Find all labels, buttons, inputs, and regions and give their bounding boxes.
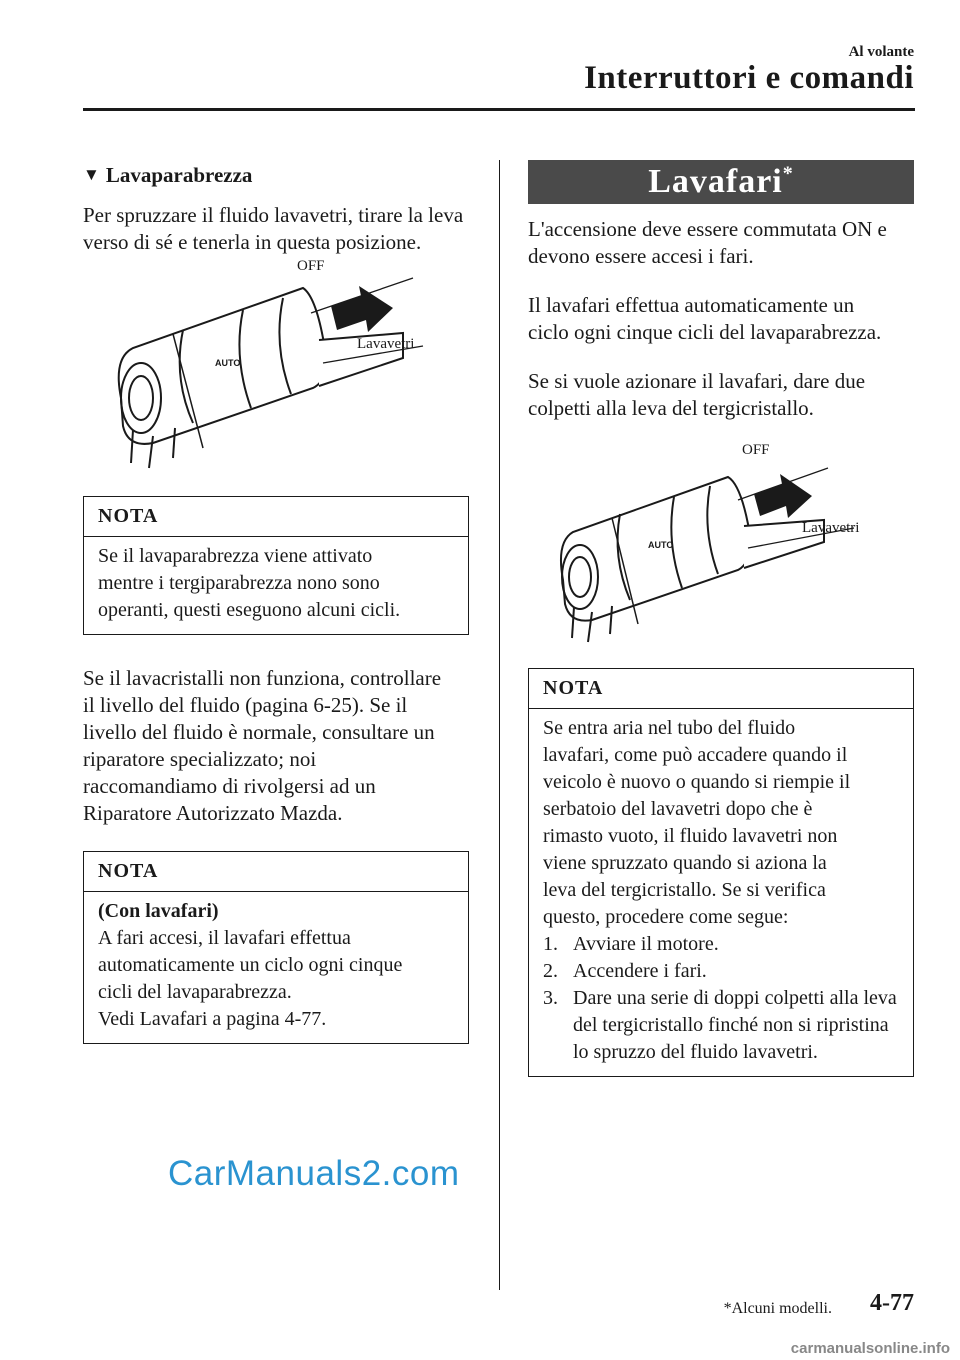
subheading-washer [83,160,469,190]
section-banner [528,160,914,204]
left-column [83,160,469,1044]
note-line: automaticamente un ciclo ogni cinque [98,954,403,976]
step-number: 3. [543,987,558,1009]
label-off: OFF [297,258,325,274]
right-column [528,160,914,1077]
column-divider [499,160,500,1290]
note-line: operanti, questi eseguono alcuni cicli. [98,599,401,621]
note-title: NOTA [84,497,468,537]
lever-illustration [83,258,469,488]
step-text: Dare una serie di doppi colpetti alla leva del tergicristallo finché non si ripristina lo spruzzo del fluido lavavetri. [573,987,897,1063]
fluid-level-paragraph [83,665,469,827]
note-title: NOTA [529,669,913,709]
para-line: Il lavafari effettua automaticamente un [528,293,855,317]
note-line: mentre i tergiparabrezza nono sono [98,572,380,594]
para-line: il livello del fluido (pagina 6-25). Se il [83,693,408,717]
step-number: 2. [543,960,558,982]
step-number: 1. [543,933,558,955]
banner-title: Lavafari [648,163,783,200]
headlight-paragraph-1 [528,216,914,270]
site-watermark: carmanualsonline.info [790,1340,950,1357]
step-text: Accendere i fari. [573,960,707,982]
note-line: serbatoio del lavavetri dopo che è [543,798,813,820]
note-body [84,892,468,1043]
dial-auto-label: AUTO [648,540,674,550]
wiper-lever-diagram-2 [528,442,914,662]
headlight-paragraph-2 [528,292,914,346]
chapter-title: Interruttori e comandi [584,60,914,96]
para-line: L'accensione deve essere commutata ON e [528,217,887,241]
subheading-text: Lavaparabrezza [105,163,253,187]
note-line: leva del tergicristallo. Se si verifica [543,879,826,901]
note-line: viene spruzzato quando si aziona la [543,852,827,874]
para-line: Se si vuole azionare il lavafari, dare due [528,369,866,393]
note-box-1 [83,496,469,635]
headlight-paragraph-3 [528,368,914,422]
note-line: Se entra aria nel tubo del fluido [543,717,796,739]
banner-asterisk: * [782,162,794,185]
step-item [543,931,899,958]
note-subtitle: (Con lavafari) [98,900,219,922]
para-line: livello del fluido è normale, consultare un [83,720,435,744]
label-washer: Lavavetri [802,520,860,536]
note-body [84,537,468,634]
section-label: Al volante [848,44,914,60]
note-box-3 [528,668,914,1077]
para-line: devono essere accesi i fari. [528,244,754,268]
para-line: riparatore specializzato; noi [83,747,317,771]
note-line: questo, procedere come segue: [543,906,789,928]
note-line: veicolo è nuovo o quando si riempie il [543,771,851,793]
washer-intro: Per spruzzare il fluido lavavetri, tirare la leva verso di sé e tenerla in questa posizione. [83,203,464,254]
note-line: rimasto vuoto, il fluido lavavetri non [543,825,838,847]
note-line: A fari accesi, il lavafari effettua [98,927,351,949]
wiper-lever-diagram [83,258,469,488]
note-line: Vedi Lavafari a pagina 4-77. [98,1008,327,1030]
step-item [543,958,899,985]
triangle-bullet-icon: ▼ [83,165,100,184]
para-line: Riparatore Autorizzato Mazda. [83,801,343,825]
footer-note: *Alcuni modelli. [723,1300,832,1317]
note-line: lavafari, come può accadere quando il [543,744,848,766]
note-body [529,709,913,1076]
para-line: ciclo ogni cinque cicli del lavaparabrezza. [528,320,882,344]
lever-illustration [528,442,914,662]
label-washer: Lavavetri [357,336,415,352]
para-line: raccomandiamo di rivolgersi ad un [83,774,376,798]
header-rule [83,108,915,111]
para-line: Se il lavacristalli non funziona, controllare [83,666,442,690]
note-box-2 [83,851,469,1044]
note-line: cicli del lavaparabrezza. [98,981,292,1003]
label-off: OFF [742,442,770,458]
watermark-link[interactable]: CarManuals2.com [168,1154,460,1193]
page-number: 4-77 [870,1290,914,1316]
dial-auto-label: AUTO [215,358,241,368]
step-item [543,985,899,1066]
para-line: colpetti alla leva del tergicristallo. [528,396,814,420]
note-title: NOTA [84,852,468,892]
step-text: Avviare il motore. [573,933,719,955]
note-line: Se il lavaparabrezza viene attivato [98,545,373,567]
